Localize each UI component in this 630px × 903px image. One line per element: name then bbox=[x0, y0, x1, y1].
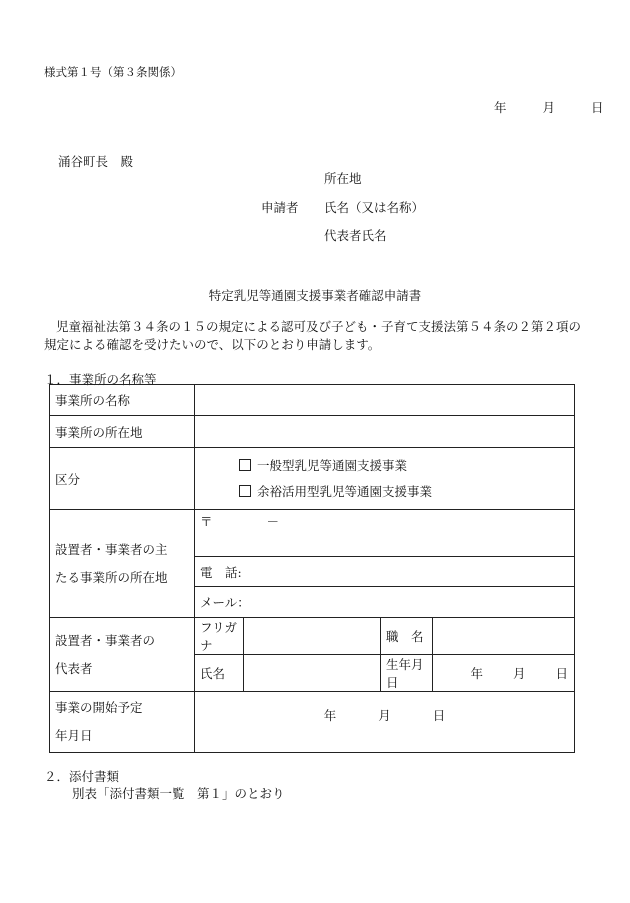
option-general bbox=[195, 453, 574, 479]
applicant-name-label: 氏名（又は名称） bbox=[324, 200, 425, 215]
postal-mark: 〒 bbox=[200, 514, 213, 529]
body-paragraph: 児童福祉法第３４条の１５の規定による認可及び子ども・子育て支援法第５４条の２第２項の規定による確認を受けたいので、以下のとおり申請します。 bbox=[44, 319, 582, 352]
office-address-label: 事業所の所在地 bbox=[50, 416, 195, 448]
application-date bbox=[494, 98, 603, 116]
start-date-label bbox=[50, 692, 195, 753]
representative-label bbox=[50, 618, 195, 692]
position-label: 職 名 bbox=[381, 618, 433, 655]
birth-day: 日 bbox=[555, 666, 568, 681]
applicant-label: 申請者 bbox=[261, 200, 299, 215]
date-month: 月 bbox=[542, 100, 555, 115]
start-date-label-line2: 年月日 bbox=[55, 728, 93, 743]
email-field[interactable] bbox=[195, 587, 575, 618]
section-2-heading: ２．添付書類 bbox=[44, 769, 120, 784]
representative-label-line2: 代表者 bbox=[55, 660, 93, 676]
office-name-label: 事業所の名称 bbox=[50, 385, 195, 416]
operator-address-label-line1: 設置者・事業者の主 bbox=[55, 541, 168, 557]
start-date-field[interactable] bbox=[195, 692, 575, 753]
general-type-label: 一般型乳児等通園支援事業 bbox=[257, 457, 408, 473]
representative-name-label: 代表者氏名 bbox=[324, 228, 387, 243]
date-year: 年 bbox=[494, 100, 507, 115]
postal-code-field[interactable] bbox=[195, 510, 575, 557]
office-address-field[interactable] bbox=[195, 416, 575, 448]
position-field[interactable] bbox=[433, 618, 575, 655]
office-name-field[interactable] bbox=[195, 385, 575, 416]
document-title: 特定乳児等通園支援事業者確認申請書 bbox=[208, 288, 422, 303]
rep-name-field[interactable] bbox=[244, 655, 381, 692]
operator-address-label bbox=[50, 510, 195, 618]
option-surplus bbox=[195, 479, 574, 505]
row-operator-postal bbox=[50, 510, 575, 557]
birthdate-label: 生年月日 bbox=[381, 655, 433, 692]
row-rep-furigana bbox=[50, 618, 575, 655]
form-number: 様式第１号（第３条関係） bbox=[44, 65, 182, 79]
section-1-heading: １．事業所の名称等 bbox=[44, 372, 157, 387]
general-type-checkbox[interactable] bbox=[239, 459, 251, 471]
category-options bbox=[195, 448, 575, 510]
birth-month: 月 bbox=[512, 666, 526, 681]
operator-address-label-line2: たる事業所の所在地 bbox=[55, 569, 168, 585]
date-day: 日 bbox=[590, 100, 604, 115]
attachments-note: 別表「添付書類一覧 第１」のとおり bbox=[72, 786, 285, 801]
start-day: 日 bbox=[432, 708, 446, 723]
start-date-label-line1: 事業の開始予定 bbox=[55, 700, 143, 715]
applicant-address-label: 所在地 bbox=[324, 171, 362, 186]
row-start-date bbox=[50, 692, 575, 753]
application-form-table bbox=[49, 384, 575, 753]
row-office-address bbox=[50, 416, 575, 448]
representative-label-line1: 設置者・事業者の bbox=[55, 632, 156, 648]
birth-year: 年 bbox=[470, 666, 483, 681]
row-category bbox=[50, 448, 575, 510]
surplus-type-checkbox[interactable] bbox=[239, 485, 251, 497]
phone-label: 電 話: bbox=[200, 564, 242, 580]
category-label: 区分 bbox=[50, 448, 195, 510]
phone-field[interactable] bbox=[195, 557, 575, 587]
addressee: 涌谷町長 殿 bbox=[58, 154, 134, 169]
birthdate-field[interactable] bbox=[433, 655, 575, 692]
rep-name-label: 氏名 bbox=[195, 655, 244, 692]
start-year: 年 bbox=[323, 708, 337, 723]
furigana-label: フリガナ bbox=[195, 618, 244, 655]
furigana-field[interactable] bbox=[244, 618, 381, 655]
row-office-name bbox=[50, 385, 575, 416]
email-label: メール： bbox=[200, 595, 250, 610]
surplus-type-label: 余裕活用型乳児等通園支援事業 bbox=[257, 483, 433, 499]
postal-dash: － bbox=[266, 514, 279, 529]
start-month: 月 bbox=[378, 708, 391, 723]
